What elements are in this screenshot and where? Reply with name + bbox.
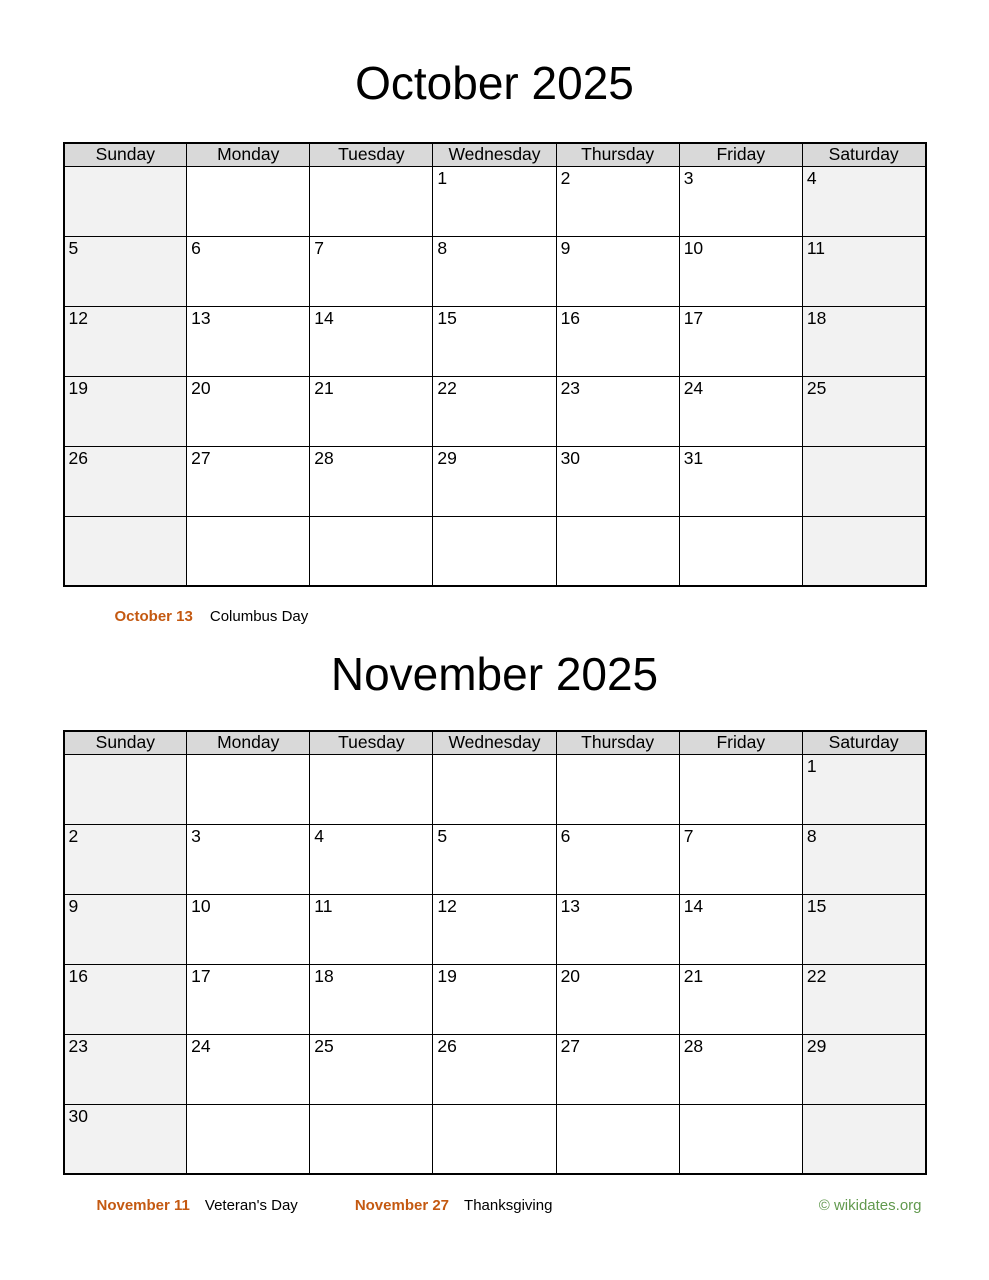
day-cell-2: 2: [64, 824, 187, 894]
holiday-date-thanksgiving: November 27: [354, 1197, 450, 1214]
day-cell-16: 16: [556, 306, 679, 376]
day-cell-21: 21: [310, 376, 433, 446]
empty-day-cell: [556, 1104, 679, 1174]
weekday-header-saturday: Saturday: [802, 731, 925, 754]
day-cell-11: 11: [802, 236, 925, 306]
day-cell-3: 3: [187, 824, 310, 894]
empty-day-cell: [433, 516, 556, 586]
day-cell-28: 28: [310, 446, 433, 516]
day-cell-6: 6: [556, 824, 679, 894]
empty-day-cell: [679, 516, 802, 586]
weekday-header-wednesday: Wednesday: [433, 731, 556, 754]
day-cell-28: 28: [679, 1034, 802, 1104]
day-cell-5: 5: [64, 236, 187, 306]
day-cell-29: 29: [802, 1034, 925, 1104]
empty-day-cell: [433, 754, 556, 824]
empty-day-cell: [556, 516, 679, 586]
day-cell-15: 15: [433, 306, 556, 376]
day-cell-14: 14: [679, 894, 802, 964]
day-cell-30: 30: [64, 1104, 187, 1174]
day-cell-4: 4: [310, 824, 433, 894]
day-cell-13: 13: [187, 306, 310, 376]
day-cell-15: 15: [802, 894, 925, 964]
copyright-wikidates: © wikidates.org: [818, 1197, 922, 1214]
empty-day-cell: [64, 166, 187, 236]
day-cell-29: 29: [433, 446, 556, 516]
empty-day-cell: [187, 516, 310, 586]
empty-day-cell: [802, 516, 925, 586]
week-row: [64, 754, 926, 824]
empty-day-cell: [556, 754, 679, 824]
day-cell-27: 27: [187, 446, 310, 516]
day-cell-6: 6: [187, 236, 310, 306]
day-cell-30: 30: [556, 446, 679, 516]
day-cell-24: 24: [679, 376, 802, 446]
november-holiday-notes: [63, 1196, 927, 1215]
holiday-name-veterans-day: Veteran's Day: [204, 1197, 298, 1214]
empty-day-cell: [187, 1104, 310, 1174]
october-calendar-grid: [63, 142, 927, 587]
day-cell-23: 23: [556, 376, 679, 446]
day-cell-8: 8: [433, 236, 556, 306]
week-row: [64, 166, 926, 236]
october-holiday-notes: [63, 607, 927, 626]
weekday-header-saturday: Saturday: [802, 143, 925, 166]
day-cell-18: 18: [802, 306, 925, 376]
empty-day-cell: [187, 754, 310, 824]
week-row: [64, 306, 926, 376]
week-row: [64, 516, 926, 586]
weekday-header-wednesday: Wednesday: [433, 143, 556, 166]
weekday-header-thursday: Thursday: [556, 731, 679, 754]
day-cell-22: 22: [802, 964, 925, 1034]
empty-day-cell: [802, 446, 925, 516]
day-cell-26: 26: [433, 1034, 556, 1104]
day-cell-27: 27: [556, 1034, 679, 1104]
november-weeks: [64, 754, 926, 1174]
week-row: [64, 446, 926, 516]
day-cell-26: 26: [64, 446, 187, 516]
weekday-header-thursday: Thursday: [556, 143, 679, 166]
day-cell-11: 11: [310, 894, 433, 964]
november-calendar-grid: [63, 730, 927, 1175]
day-cell-19: 19: [64, 376, 187, 446]
weekday-header-monday: Monday: [187, 143, 310, 166]
empty-day-cell: [679, 1104, 802, 1174]
empty-day-cell: [310, 1104, 433, 1174]
day-cell-1: 1: [433, 166, 556, 236]
october-month-title: October 2025: [355, 57, 634, 109]
empty-day-cell: [310, 516, 433, 586]
october-weekday-header-row: [64, 143, 926, 166]
empty-day-cell: [187, 166, 310, 236]
weekday-header-friday: Friday: [679, 143, 802, 166]
weekday-header-tuesday: Tuesday: [310, 143, 433, 166]
holiday-date-columbus-day: October 13: [114, 608, 193, 625]
day-cell-9: 9: [556, 236, 679, 306]
day-cell-13: 13: [556, 894, 679, 964]
day-cell-17: 17: [187, 964, 310, 1034]
day-cell-4: 4: [802, 166, 925, 236]
day-cell-7: 7: [310, 236, 433, 306]
day-cell-17: 17: [679, 306, 802, 376]
week-row: [64, 824, 926, 894]
november-weekday-header-row: [64, 731, 926, 754]
day-cell-10: 10: [679, 236, 802, 306]
week-row: [64, 964, 926, 1034]
day-cell-22: 22: [433, 376, 556, 446]
holiday-name-thanksgiving: Thanksgiving: [464, 1197, 553, 1214]
day-cell-23: 23: [64, 1034, 187, 1104]
week-row: [64, 1104, 926, 1174]
empty-day-cell: [64, 754, 187, 824]
october-weeks: [64, 166, 926, 586]
november-month-title: November 2025: [330, 648, 659, 700]
day-cell-21: 21: [679, 964, 802, 1034]
weekday-header-friday: Friday: [679, 731, 802, 754]
week-row: [64, 236, 926, 306]
holiday-date-veterans-day: November 11: [96, 1197, 190, 1214]
holiday-name-columbus-day: Columbus Day: [209, 608, 309, 625]
day-cell-20: 20: [187, 376, 310, 446]
day-cell-19: 19: [433, 964, 556, 1034]
day-cell-12: 12: [433, 894, 556, 964]
week-row: [64, 376, 926, 446]
weekday-header-sunday: Sunday: [64, 731, 187, 754]
empty-day-cell: [310, 166, 433, 236]
day-cell-2: 2: [556, 166, 679, 236]
day-cell-25: 25: [310, 1034, 433, 1104]
day-cell-24: 24: [187, 1034, 310, 1104]
weekday-header-row: [64, 731, 926, 754]
day-cell-7: 7: [679, 824, 802, 894]
weekday-header-row: [64, 143, 926, 166]
day-cell-14: 14: [310, 306, 433, 376]
day-cell-18: 18: [310, 964, 433, 1034]
day-cell-12: 12: [64, 306, 187, 376]
day-cell-20: 20: [556, 964, 679, 1034]
day-cell-3: 3: [679, 166, 802, 236]
day-cell-5: 5: [433, 824, 556, 894]
day-cell-1: 1: [802, 754, 925, 824]
day-cell-25: 25: [802, 376, 925, 446]
empty-day-cell: [64, 516, 187, 586]
day-cell-8: 8: [802, 824, 925, 894]
day-cell-9: 9: [64, 894, 187, 964]
weekday-header-monday: Monday: [187, 731, 310, 754]
empty-day-cell: [679, 754, 802, 824]
day-cell-31: 31: [679, 446, 802, 516]
empty-day-cell: [310, 754, 433, 824]
weekday-header-tuesday: Tuesday: [310, 731, 433, 754]
day-cell-16: 16: [64, 964, 187, 1034]
week-row: [64, 1034, 926, 1104]
empty-day-cell: [802, 1104, 925, 1174]
week-row: [64, 894, 926, 964]
day-cell-10: 10: [187, 894, 310, 964]
weekday-header-sunday: Sunday: [64, 143, 187, 166]
empty-day-cell: [433, 1104, 556, 1174]
